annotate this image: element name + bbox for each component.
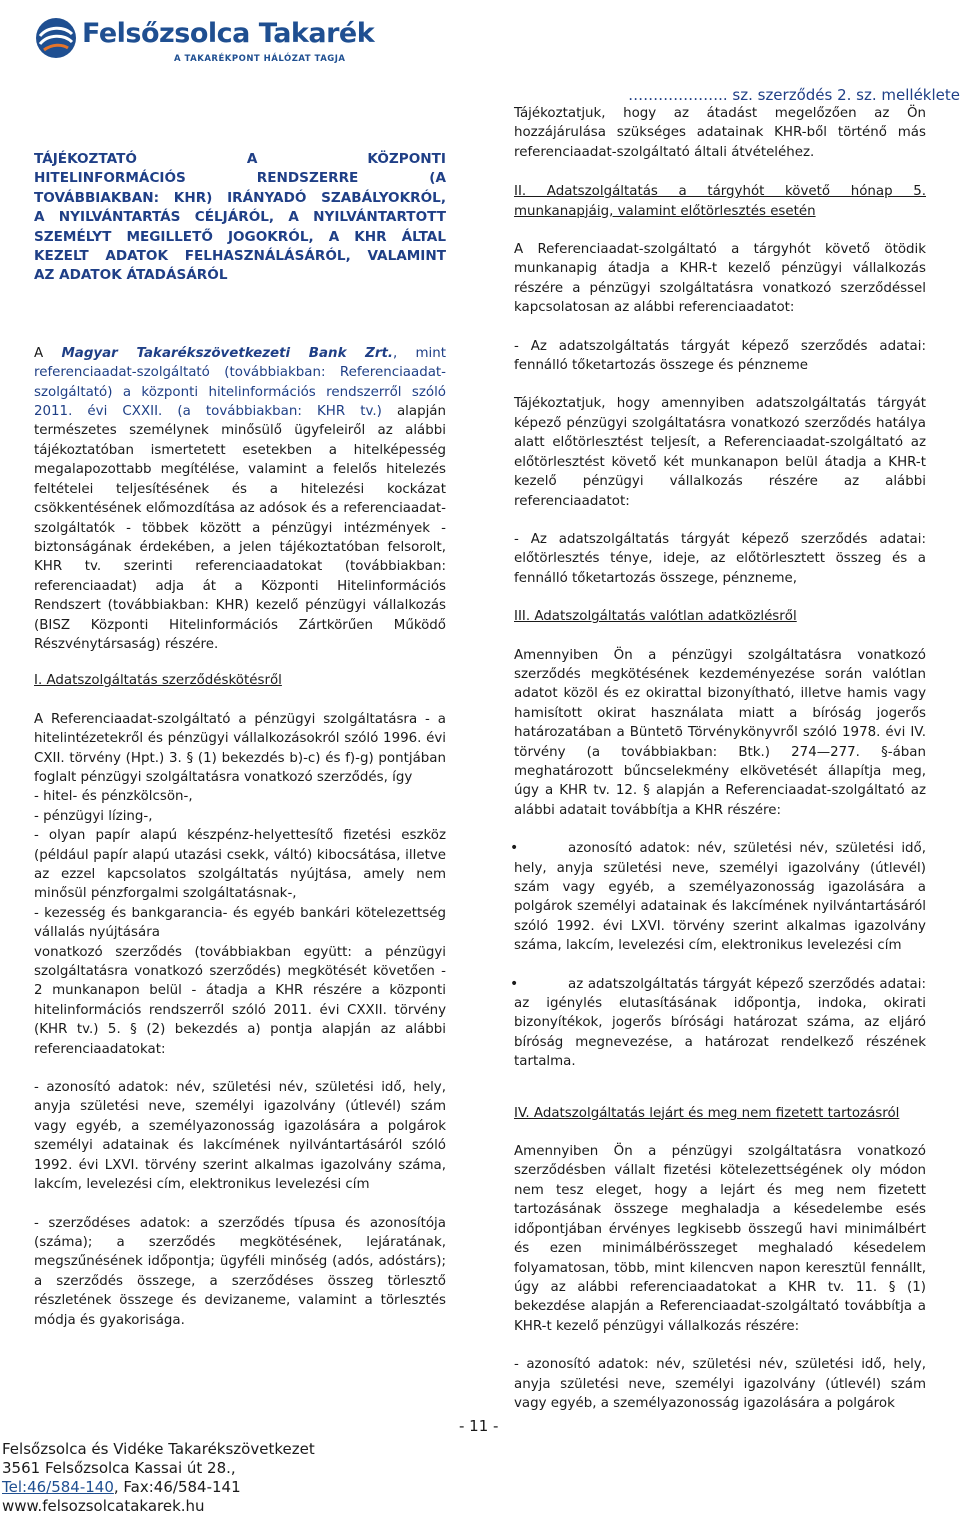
section-2-item: - Az adatszolgáltatás tárgyát képező szerződés adatai: fennálló tőketartozás összege és pénzneme [514,338,926,374]
annex-header: ……………….. sz. szerződés 2. sz. melléklete [628,86,960,104]
footer-contact [2,1478,315,1497]
right-intro: Tájékoztatjuk, hogy az átadást megelőzően az Ön hozzájárulása szükséges adatainak KHR-ből történő más referenciaadat-szolgáltató általi átvételéhez. [514,106,926,160]
title-line: A NYILVÁNTARTÁS CÉLJÁRÓL, A NYILVÁNTARTOTT [34,209,446,226]
bullet-item [510,839,926,955]
document-title [34,150,446,286]
section-3-title: III. Adatszolgáltatás valótlan adatközlésről [514,609,797,625]
page-number: - 11 - [459,1417,499,1435]
left-column [34,150,446,1330]
title-line: TÁJÉKOZTATÓ A KÖZPONTI [34,151,446,167]
bullet-icon: • [510,840,519,857]
section-3-text: Amennyiben Ön a pénzügyi szolgáltatásra vonatkozó szerződés megkötésének kezdeményezése során valótlan adatot közöl és ez okirattal bizonyítható, illetve hamis vagy hamisított okirat használata miatt a bíróság jogerős határozatában a Büntetõ Törvénykönyvről szóló 1978. évi IV. törvény (a továbbiakban: Btk.) 274—277. §-ában meghatározott bűncselekmény elkövetését állapítja meg, úgy a KHR tv. 12. § alapján a Referenciaadat-szolgáltató az alábbi adatait továbbítja a KHR részére: [514,647,926,818]
footer-fax: , Fax:46/584-141 [113,1478,241,1496]
section-4-text: Amennyiben Ön a pénzügyi szolgáltatásra vonatkozó szerződésben vállalt fizetési kötelezettségének oly módon nem tesz eleget, hogy a lejárt és meg nem fizetett tartozásának összege meghaladja a késedelembe esés időpontjában érvényes legkisebb összegű havi minimálbért és ezen minimálbérösszeget meghaladó késedelem folyamatosan, több, mint kilencven napon keresztül fennállt, úgy az alábbi referenciaadatokat a KHR tv. 11. § (1) bekezdése alapján a Referenciaadat-szolgáltató továbbítja a KHR-t kezelő pénzügyi vállalkozás részére: [514,1144,926,1334]
bank-name: Magyar Takarékszövetkezeti Bank Zrt. [61,345,393,361]
section-1-title: I. Adatszolgáltatás szerződéskötésről [34,673,282,689]
list-item: - kezesség és bankgarancia- és egyéb bankári kötelezettség vállalás nyújtására [34,905,446,941]
data-item-identification: - azonosító adatok: név, születési név, születési idő, hely, anyja születési neve, személyi igazolvány (útlevél) szám vagy egyéb, a személyazonosság igazolására a polgárok személyi adatainak és lakcímének nyilvántartásáról szóló 1992. évi LXVI. törvény szerint alkalmas igazolvány száma, lakcím, levelezési cím, elektronikus levelezési cím [34,1080,446,1193]
footer [2,1440,315,1516]
intro-paragraph [34,344,446,655]
title-line: HITELINFORMÁCIÓS RENDSZERRE (A [34,170,446,187]
list-item: - hitel- és pénzkölcsön-, [34,789,193,805]
bullet-text: az adatszolgáltatás tárgyát képező szerződés adatai: az igénylés elutasításának időpontja, indoka, okirati bizonyítékok, jogerős bírósági határozat száma, az eljáró bíróság megnevezése, a határozat rendelkező részének tartalma. [514,976,926,1070]
title-line: KEZELT ADATOK FELHASZNÁLÁSÁRÓL, VALAMINT [34,248,446,265]
right-column [510,86,960,1413]
section-2-text-2: Tájékoztatjuk, hogy amennyiben adatszolgáltatás tárgyát képező pénzügyi szolgáltatásra vonatkozó szerződés hatálya alatt előtörlesztést teljesít, a Referenciaadat-szolgáltató az előtörlesztést követő két munkanapon belül átadja a KHR-t kezelő pénzügyi vállalkozás részére az alábbi referenciaadatot: [514,396,926,509]
section-4-title: IV. Adatszolgáltatás lejárt és meg nem fizetett tartozásról [514,1105,900,1121]
bullet-icon: • [510,975,519,992]
data-item-contract: - szerződéses adatok: a szerződés típusa és azonosítója (száma); a szerződés megkötésének, lejáratának, megszűnésének időpontja; ügyféli minőség (adós, adóstárs); a szerződés összege, a szerződéses összeg törlesztő részletének összege és devizaneme, valamint a törlesztés módja és gyakorisága. [34,1215,446,1328]
bank-logo-tagline: A TAKARÉKPONT HÁLÓZAT TAGJA [174,54,346,64]
footer-website[interactable]: www.felsozsolcatakarek.hu [2,1497,205,1515]
section-1-text: A Referenciaadat-szolgáltató a pénzügyi szolgáltatásra - a hitelintézetekről és pénzügyi vállalkozásokról szóló 1996. évi CXII. törvény (Hpt.) 3. § (1) bekezdés b)-c) és f)-g) pontjában foglalt pénzügyi szolgáltatásra vonatkozó szerződés, így [34,711,446,785]
footer-phone-link[interactable]: Tel:46/584-140 [2,1478,114,1496]
title-line: AZ ADATOK ÁTADÁSÁRÓL [34,267,228,284]
title-line: TOVÁBBIAKBAN: KHR) IRÁNYADÓ SZABÁLYOKRÓL, [34,189,446,206]
bank-logo [34,16,375,72]
footer-org-name: Felsőzsolca és Vidéke Takarékszövetkezet [2,1440,315,1458]
list-item: - olyan papír alapú készpénz-helyettesítő fizetési eszköz (például papír alapú utazási csekk, váltó) kibocsátása, illetve az ezzel kapcsolatos szolgáltatás nyújtása, amely nem minősül pénzforgalmi szolgáltatásnak-, [34,828,446,902]
intro-pre: A [34,345,62,361]
section-1-after: vonatkozó szerződés (továbbiakban együtt: a pénzügyi szolgáltatásra vonatkozó szerződés) megkötését követően - 2 munkanapon belül - átadja a KHR részére a központi hitelinformációs rendszerről szóló 2011. évi CXXII. törvény (KHR tv.) 5. § (2) bekezdés a) pontja alapján az alábbi referenciaadatokat: [34,944,446,1057]
section-2-item-2: - Az adatszolgáltatás tárgyát képező szerződés adatai: előtörlesztés ténye, ideje, az előtörlesztett összeg és a fennálló tőketartozás összege, pénzneme, [514,531,926,586]
globe-logo-icon [34,16,78,60]
bullet-item [510,975,926,1072]
title-line: SZEMÉLYT MEGILLETŐ JOGOKRÓL, A KHR ÁLTAL [34,228,446,245]
bullet-text: azonosító adatok: név, születési név, születési idő, hely, anyja születési neve, személyi igazolvány (útlevél) szám vagy egyéb, a személyazonosság igazolására a polgárok személyi adatainak és lakcímének nyilvántartásáról szóló 1992. évi LXVI. törvény szerint alkalmas igazolvány száma, lakcím, levelezési cím, elektronikus levelezési cím [514,841,926,954]
section-2-title: II. Adatszolgáltatás a tárgyhót követő hónap 5. munkanapjáig, valamint előtörlesztés esetén [514,184,926,219]
bank-logo-name: Felsőzsolca Takarék [82,18,375,49]
section-2-text: A Referenciaadat-szolgáltató a tárgyhót követő ötödik munkanapig átadja a KHR-t kezelő pénzügyi vállalkozás részére a pénzügyi szolgáltatásra vonatkozó szerződéssel kapcsolatosan az alábbi referenciaadatot: [514,242,926,316]
intro-rest: alapján természetes személynek minősülő ügyfeleiről az alábbi tájékoztatóban ismertetett esetekben a hitelképesség megalapozottabb megítélése, valamint a felelős hitelezés feltételei teljesítésének és a hitelezési kockázat csökkentésének előmozdítása az adósok és a referenciaadat-szolgáltatók - többek között a pénzügyi intézmények - biztonságának érdekében, a jelen tájékoztatóban felsorolt, KHR tv. szerinti referenciaadatokat (továbbiakban: referenciaadat) adja át a Központi Hitelinformációs Rendszert (továbbiakban: KHR) kezelő pénzügyi vállalkozás (BISZ Központi Hitelinformációs Zártkörűen Működő Részvénytársaság) részére. [34,404,446,652]
intro-mid: , mint referenciaadat-szolgáltató (továbbiakban: Referenciaadat-szolgáltató) a központi hitelinformációs rendszerről szóló 2011. évi CXXII. (a továbbiakban: KHR tv.) [34,345,447,420]
section-4-item: - azonosító adatok: név, születési név, születési idő, hely, anyja születési neve, személyi igazolvány (útlevél) szám vagy egyéb, a személyazonosság igazolására a polgárok [514,1357,926,1411]
list-item: - pénzügyi lízing-, [34,808,153,824]
footer-address: 3561 Felsőzsolca Kassai út 28., [2,1459,236,1477]
